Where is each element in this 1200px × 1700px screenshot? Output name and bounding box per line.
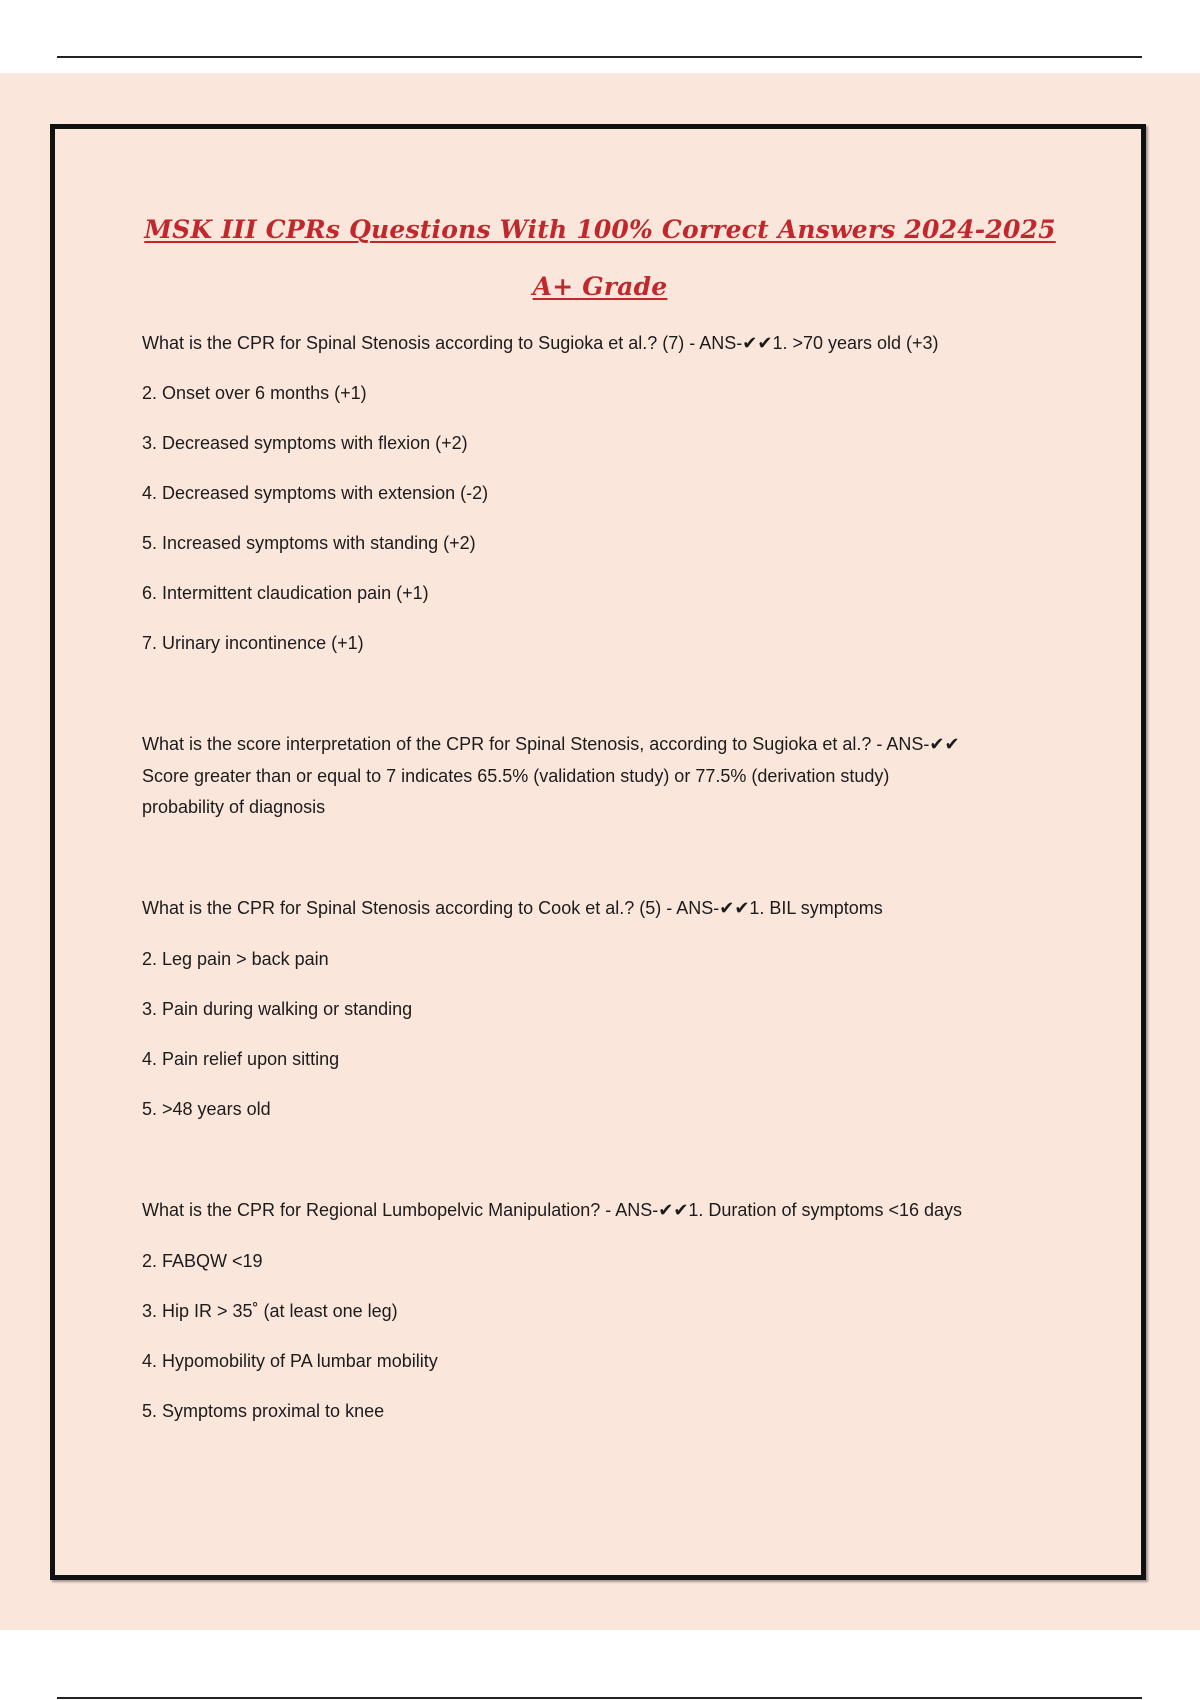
answer-1-item-7: 7. Urinary incontinence (+1) [142, 633, 364, 653]
answer-3-item-4: 4. Pain relief upon sitting [142, 1049, 340, 1069]
answer-1-item-4: 4. Decreased symptoms with extension (-2) [142, 483, 489, 503]
question-2: What is the score interpretation of the CPR for Spinal Stenosis, according to Sugioka et al.? - ANS-✔✔ [142, 734, 960, 754]
question-4: What is the CPR for Regional Lumbopelvic Manipulation? - ANS-✔✔1. Duration of symptoms <16 days [142, 1200, 963, 1220]
answer-4-item-3: 3. Hip IR > 35˚ (at least one leg) [142, 1301, 398, 1321]
answer-4-item-4: 4. Hypomobility of PA lumbar mobility [142, 1351, 438, 1371]
answer-2-line-2: probability of diagnosis [142, 797, 326, 817]
answer-3-item-3: 3. Pain during walking or standing [142, 999, 413, 1019]
answer-4-item-5: 5. Symptoms proximal to knee [142, 1401, 385, 1421]
question-1: What is the CPR for Spinal Stenosis according to Sugioka et al.? (7) - ANS-✔✔1. >70 years old (+3) [142, 333, 939, 353]
bottom-rule [57, 1697, 1142, 1699]
answer-3-item-5: 5. >48 years old [142, 1099, 271, 1119]
document-subtitle: A+ Grade [532, 272, 668, 301]
answer-2-line-1: Score greater than or equal to 7 indicates 65.5% (validation study) or 77.5% (derivation study) [142, 766, 890, 786]
document-title: MSK III CPRs Questions With 100% Correct Answers 2024-2025 [144, 215, 1056, 244]
question-3: What is the CPR for Spinal Stenosis according to Cook et al.? (5) - ANS-✔✔1. BIL symptoms [142, 898, 883, 918]
answer-4-item-2: 2. FABQW <19 [142, 1251, 263, 1271]
answer-3-item-2: 2. Leg pain > back pain [142, 949, 329, 969]
answer-1-item-3: 3. Decreased symptoms with flexion (+2) [142, 433, 468, 453]
answer-1-item-6: 6. Intermittent claudication pain (+1) [142, 583, 429, 603]
answer-1-item-2: 2. Onset over 6 months (+1) [142, 383, 367, 403]
answer-1-item-5: 5. Increased symptoms with standing (+2) [142, 533, 476, 553]
top-rule [57, 56, 1142, 58]
